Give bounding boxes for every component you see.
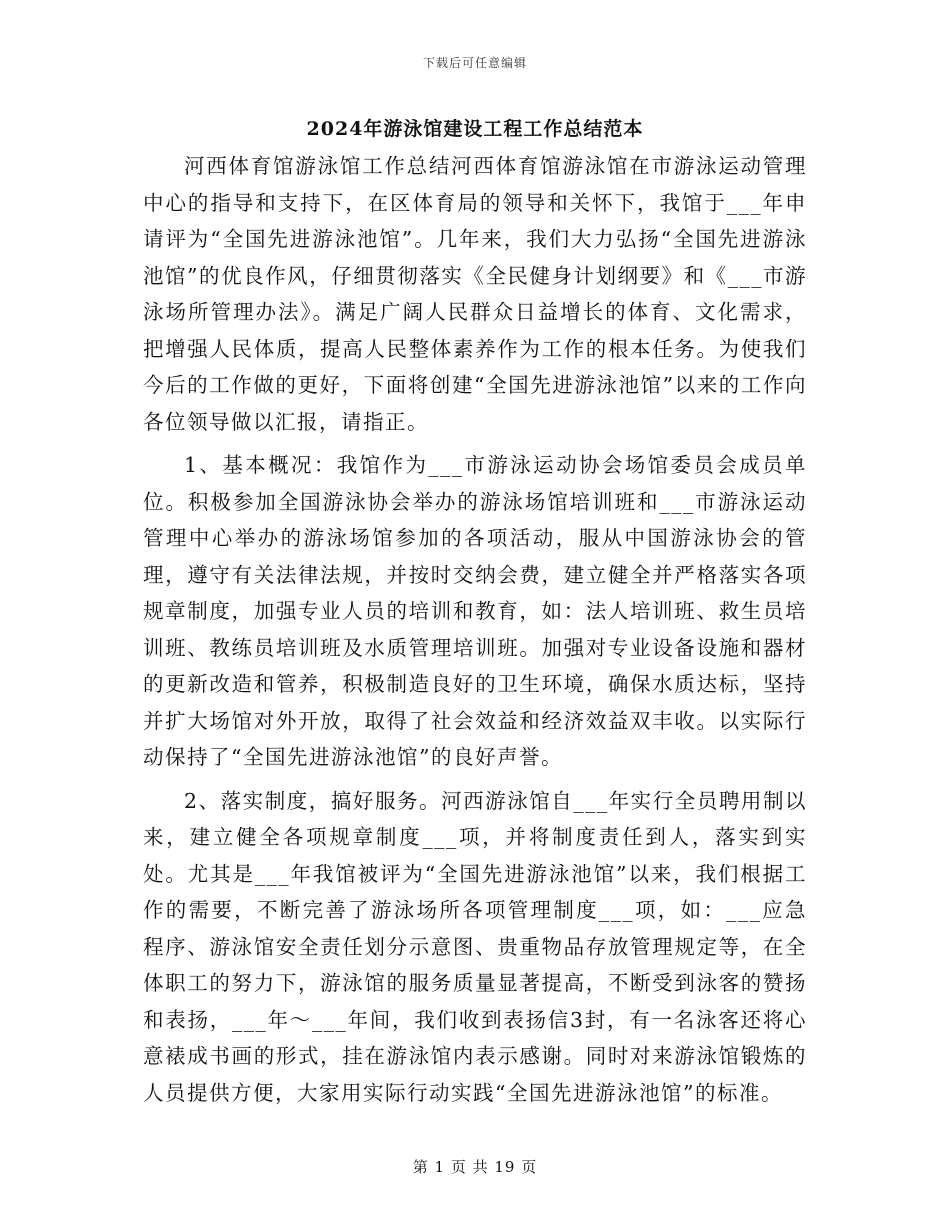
document-title: 2024年游泳馆建设工程工作总结范本	[306, 118, 644, 140]
paragraph-implement-system: 2、落实制度，搞好服务。河西游泳馆自___年实行全员聘用制以来，建立健全各项规章制度___项，并将制度责任到人，落实到实处。尤其是___年我馆被评为“全国先进游泳池馆”以来，我们根据工作的需要，不断完善了游泳场所各项管理制度___项，如：___应急程序、游泳馆安全责任划分示意图、贵重物品存放管理规定等，在全体职工的努力下，游泳馆的服务质量显著提高，不断受到泳客的赞扬和表扬，___年～___年间，我们收到表扬信3封，有一名泳客还将心意裱成书画的形式，挂在游泳馆内表示感谢。同时对来游泳馆锻炼的人员提供方便，大家用实际行动实践“全国先进游泳池馆”的标准。	[143, 788, 807, 1105]
paragraph-intro: 河西体育馆游泳馆工作总结河西体育馆游泳馆在市游泳运动管理中心的指导和支持下，在区体育局的领导和关怀下，我馆于___年申请评为“全国先进游泳池馆”。几年来，我们大力弘扬“全国先进游泳池馆”的优良作风，仔细贯彻落实《全民健身计划纲要》和《___市游泳场所管理办法》。满足广阔人民群众日益增长的体育、文化需求，把增强人民体质，提高人民整体素养作为工作的根本任务。为使我们今后的工作做的更好，下面将创建“全国先进游泳池馆”以来的工作向各位领导做以汇报，请指正。	[143, 154, 807, 434]
page-number: 第 1 页 共 19 页	[412, 1158, 538, 1176]
paragraph-basic-overview: 1、基本概况：我馆作为___市游泳运动协会场馆委员会成员单位。积极参加全国游泳协会举办的游泳场馆培训班和___市游泳运动管理中心举办的游泳场馆参加的各项活动，服从中国游泳协会的管理，遵守有关法律法规，并按时交纳会费，建立健全并严格落实各项规章制度，加强专业人员的培训和教育，如：法人培训班、救生员培训班、教练员培训班及水质管理培训班。加强对专业设备设施和器材的更新改造和管养，积极制造良好的卫生环境，确保水质达标，坚持并扩大场馆对外开放，取得了社会效益和经济效益双丰收。以实际行动保持了“全国先进游泳池馆”的良好声誉。	[143, 453, 807, 769]
document-body	[143, 148, 807, 1111]
header-note: 下载后可任意编辑	[422, 56, 527, 70]
